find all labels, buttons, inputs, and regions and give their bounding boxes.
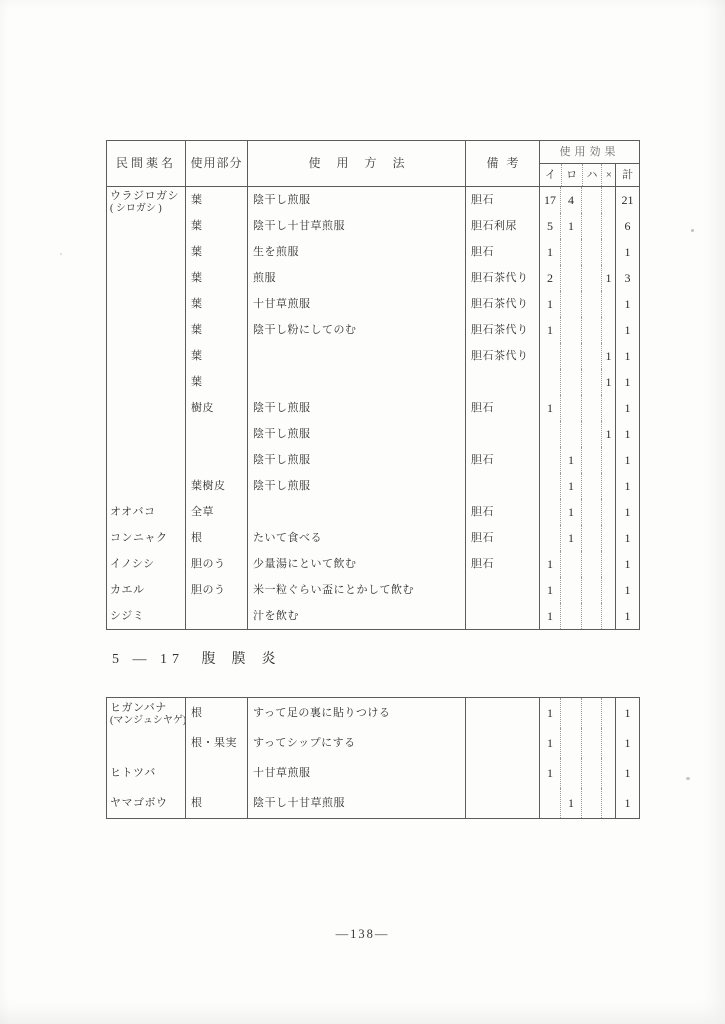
section-heading — [112, 648, 292, 668]
effect-ha-cell — [581, 499, 601, 525]
effect-ro-cell — [560, 421, 581, 447]
part-cell: 葉 — [185, 369, 247, 395]
col-header-effect-total: 計 — [615, 164, 639, 186]
remark-cell: 胆石茶代り — [465, 343, 539, 369]
method-cell: 陰干し煎服 — [247, 187, 465, 213]
effect-ha-cell — [581, 788, 601, 818]
method-cell: すってシップにする — [247, 728, 465, 758]
effect-x-cell — [601, 499, 615, 525]
effect-total-cell: 1 — [615, 369, 639, 395]
effect-ha-cell — [581, 213, 601, 239]
remark-cell — [465, 421, 539, 447]
method-cell: 陰干し十甘草煎服 — [247, 213, 465, 239]
effect-total-cell: 1 — [615, 395, 639, 421]
remark-cell — [465, 603, 539, 629]
effect-i-cell: 2 — [539, 265, 560, 291]
name-cell — [107, 343, 185, 369]
effect-ha-cell — [581, 369, 601, 395]
col-header-method: 使用方法 — [247, 141, 465, 186]
table-row — [107, 421, 639, 447]
effect-total-cell: 1 — [615, 343, 639, 369]
col-header-effect-x: × — [601, 164, 615, 186]
name-cell — [107, 577, 185, 603]
effect-ro-cell — [560, 343, 581, 369]
remark-cell: 胆石利尿 — [465, 213, 539, 239]
part-cell: 根・果実 — [185, 728, 247, 758]
effect-x-cell — [601, 395, 615, 421]
name-cell — [107, 525, 185, 551]
method-cell — [247, 343, 465, 369]
effect-i-cell: 17 — [539, 187, 560, 213]
effect-total-cell: 1 — [615, 239, 639, 265]
effect-i-cell — [539, 473, 560, 499]
remark-cell: 胆石 — [465, 499, 539, 525]
table-row — [107, 499, 639, 525]
effect-x-cell — [601, 551, 615, 577]
col-header-name: 民間薬名 — [115, 156, 176, 170]
effect-x-cell — [601, 577, 615, 603]
method-cell: 陰干し十甘草煎服 — [247, 788, 465, 818]
effect-i-cell — [539, 788, 560, 818]
remark-cell: 胆石 — [465, 447, 539, 473]
effect-ro-cell — [560, 698, 581, 728]
effect-ha-cell — [581, 343, 601, 369]
effect-x-cell: 1 — [601, 421, 615, 447]
name-cell — [107, 473, 185, 499]
remark-cell — [465, 577, 539, 603]
method-cell — [247, 499, 465, 525]
effect-total-cell: 1 — [615, 317, 639, 343]
table1-body — [107, 187, 639, 629]
effect-ha-cell — [581, 603, 601, 629]
effect-x-cell — [601, 758, 615, 788]
part-cell — [185, 447, 247, 473]
method-cell — [247, 369, 465, 395]
name-cell — [107, 788, 185, 818]
table-row — [107, 603, 639, 629]
part-cell: 葉 — [185, 265, 247, 291]
effect-ro-cell: 4 — [560, 187, 581, 213]
effect-ro-cell: 1 — [560, 473, 581, 499]
effect-i-cell: 1 — [539, 317, 560, 343]
part-cell: 葉 — [185, 317, 247, 343]
method-cell: 陰干し煎服 — [247, 395, 465, 421]
table-row — [107, 395, 639, 421]
name-cell — [107, 317, 185, 343]
table-row — [107, 317, 639, 343]
remark-cell: 胆石茶代り — [465, 317, 539, 343]
table-row — [107, 788, 639, 818]
effect-ha-cell — [581, 265, 601, 291]
method-cell: 陰干し煎服 — [247, 447, 465, 473]
effect-total-cell: 1 — [615, 577, 639, 603]
method-cell: 生を煎服 — [247, 239, 465, 265]
effect-total-cell: 6 — [615, 213, 639, 239]
name-cell — [107, 603, 185, 629]
remark-cell: 胆石 — [465, 551, 539, 577]
part-cell: 葉 — [185, 239, 247, 265]
table-row — [107, 265, 639, 291]
effect-ro-cell — [560, 577, 581, 603]
part-cell — [185, 421, 247, 447]
effect-x-cell — [601, 239, 615, 265]
effect-x-cell — [601, 187, 615, 213]
effect-ro-cell: 1 — [560, 499, 581, 525]
part-cell: 葉 — [185, 213, 247, 239]
effect-x-cell: 1 — [601, 265, 615, 291]
effect-ro-cell — [560, 317, 581, 343]
effect-ro-cell — [560, 369, 581, 395]
effect-ro-cell — [560, 395, 581, 421]
effect-i-cell: 1 — [539, 577, 560, 603]
effect-ha-cell — [581, 698, 601, 728]
effect-total-cell: 1 — [615, 525, 639, 551]
part-cell: 胆のう — [185, 551, 247, 577]
col-header-effect-ro: ロ — [561, 164, 582, 186]
table-row — [107, 551, 639, 577]
folk-medicine-table-gallstone — [106, 140, 640, 630]
method-cell: 汁を飲む — [247, 603, 465, 629]
remark-cell: 胆石 — [465, 187, 539, 213]
effect-ro-cell — [560, 728, 581, 758]
table-row — [107, 728, 639, 758]
effect-total-cell: 21 — [615, 187, 639, 213]
medicine-name: イノシシ — [110, 558, 155, 570]
table-header-row — [107, 141, 639, 187]
medicine-alt-name: (マンジュシヤゲ) — [110, 715, 187, 726]
effect-i-cell — [539, 525, 560, 551]
effect-i-cell: 1 — [539, 239, 560, 265]
effect-ha-cell — [581, 447, 601, 473]
method-cell: 陰干し粉にしてのむ — [247, 317, 465, 343]
remark-cell: 胆石茶代り — [465, 291, 539, 317]
medicine-name: ウラジロガシ — [110, 190, 179, 202]
col-header-part: 使用部分 — [185, 141, 247, 186]
method-cell: 煎服 — [247, 265, 465, 291]
effect-i-cell — [539, 421, 560, 447]
effect-ha-cell — [581, 525, 601, 551]
part-cell: 根 — [185, 525, 247, 551]
table-row — [107, 343, 639, 369]
part-cell: 葉 — [185, 291, 247, 317]
medicine-name: オオバコ — [110, 506, 156, 518]
part-cell: 葉 — [185, 343, 247, 369]
name-cell — [107, 728, 185, 758]
name-cell — [107, 187, 185, 213]
effect-total-cell: 1 — [615, 291, 639, 317]
effect-ha-cell — [581, 728, 601, 758]
name-cell — [107, 395, 185, 421]
remark-cell: 胆石 — [465, 239, 539, 265]
scan-speck — [686, 777, 690, 780]
remark-cell — [465, 728, 539, 758]
effect-x-cell — [601, 525, 615, 551]
folk-medicine-table-peritonitis — [106, 697, 640, 819]
effect-total-cell: 1 — [615, 788, 639, 818]
effect-i-cell — [539, 447, 560, 473]
effect-total-cell: 1 — [615, 728, 639, 758]
effect-ha-cell — [581, 421, 601, 447]
remark-cell — [465, 758, 539, 788]
remark-cell: 胆石茶代り — [465, 265, 539, 291]
name-cell — [107, 551, 185, 577]
table-row — [107, 473, 639, 499]
method-cell: 少量湯にといて飲む — [247, 551, 465, 577]
page-number: —138— — [335, 927, 390, 941]
effect-total-cell: 1 — [615, 499, 639, 525]
name-cell — [107, 447, 185, 473]
col-header-effect-label: 使用効果 — [540, 141, 639, 164]
effect-ha-cell — [581, 551, 601, 577]
remark-cell: 胆石 — [465, 395, 539, 421]
effect-x-cell — [601, 213, 615, 239]
effect-x-cell — [601, 698, 615, 728]
effect-i-cell: 1 — [539, 551, 560, 577]
medicine-name: コンニャク — [110, 532, 168, 544]
part-cell: 全草 — [185, 499, 247, 525]
table-row — [107, 525, 639, 551]
effect-x-cell — [601, 473, 615, 499]
effect-i-cell — [539, 369, 560, 395]
effect-x-cell: 1 — [601, 343, 615, 369]
medicine-name: ヤマゴボウ — [110, 797, 168, 809]
effect-total-cell: 1 — [615, 421, 639, 447]
remark-cell — [465, 698, 539, 728]
name-cell — [107, 758, 185, 788]
medicine-name: シジミ — [110, 610, 145, 622]
medicine-name: ヒガンバナ — [110, 702, 167, 714]
name-cell — [107, 239, 185, 265]
col-header-effect-group — [539, 141, 639, 186]
effect-i-cell: 1 — [539, 395, 560, 421]
effect-i-cell: 1 — [539, 758, 560, 788]
name-cell — [107, 265, 185, 291]
effect-i-cell: 1 — [539, 728, 560, 758]
effect-i-cell: 1 — [539, 291, 560, 317]
effect-total-cell: 1 — [615, 758, 639, 788]
method-cell: 陰干し煎服 — [247, 473, 465, 499]
effect-ha-cell — [581, 239, 601, 265]
effect-ro-cell — [560, 551, 581, 577]
medicine-name: ヒトツバ — [110, 767, 156, 779]
effect-ro-cell: 1 — [560, 213, 581, 239]
name-cell — [107, 421, 185, 447]
effect-x-cell — [601, 447, 615, 473]
remark-cell — [465, 473, 539, 499]
part-cell — [185, 758, 247, 788]
col-header-effect-ha: ハ — [582, 164, 602, 186]
effect-x-cell — [601, 603, 615, 629]
col-header-effect-i: イ — [544, 169, 556, 181]
part-cell: 根 — [185, 698, 247, 728]
scan-speck — [60, 253, 62, 255]
effect-total-cell: 1 — [615, 473, 639, 499]
table-row — [107, 187, 639, 213]
effect-i-cell: 1 — [539, 698, 560, 728]
name-cell — [107, 698, 185, 728]
part-cell: 樹皮 — [185, 395, 247, 421]
effect-i-cell: 5 — [539, 213, 560, 239]
method-cell: すって足の裏に貼りつける — [247, 698, 465, 728]
effect-x-cell — [601, 788, 615, 818]
remark-cell — [465, 788, 539, 818]
part-cell — [185, 603, 247, 629]
method-cell: たいて食べる — [247, 525, 465, 551]
effect-total-cell: 1 — [615, 603, 639, 629]
effect-x-cell: 1 — [601, 369, 615, 395]
effect-ha-cell — [581, 317, 601, 343]
table-row — [107, 239, 639, 265]
effect-ro-cell: 1 — [560, 525, 581, 551]
effect-total-cell: 1 — [615, 551, 639, 577]
col-header-remark: 備考 — [465, 141, 539, 186]
part-cell: 胆のう — [185, 577, 247, 603]
effect-ro-cell — [560, 603, 581, 629]
effect-ro-cell: 1 — [560, 447, 581, 473]
medicine-name: カエル — [110, 584, 145, 596]
medicine-alt-name: ( シロガシ ) — [110, 203, 162, 214]
effect-ha-cell — [581, 187, 601, 213]
table-row — [107, 758, 639, 788]
effect-x-cell — [601, 317, 615, 343]
effect-ha-cell — [581, 291, 601, 317]
effect-subheader-row — [540, 164, 639, 186]
effect-ro-cell — [560, 265, 581, 291]
table-row — [107, 369, 639, 395]
part-cell: 葉樹皮 — [185, 473, 247, 499]
table-row — [107, 698, 639, 728]
section-title: 腹膜炎 — [201, 652, 292, 667]
method-cell: 十甘草煎服 — [247, 291, 465, 317]
effect-ro-cell — [560, 291, 581, 317]
name-cell — [107, 369, 185, 395]
table-row — [107, 447, 639, 473]
effect-total-cell: 1 — [615, 447, 639, 473]
table-row — [107, 577, 639, 603]
method-cell: 十甘草煎服 — [247, 758, 465, 788]
method-cell: 米一粒ぐらい盃にとかして飲む — [247, 577, 465, 603]
effect-ha-cell — [581, 577, 601, 603]
effect-x-cell — [601, 728, 615, 758]
effect-i-cell — [539, 343, 560, 369]
scan-speck — [691, 229, 694, 232]
effect-ha-cell — [581, 473, 601, 499]
effect-ro-cell — [560, 758, 581, 788]
part-cell: 根 — [185, 788, 247, 818]
remark-cell — [465, 369, 539, 395]
effect-i-cell — [539, 499, 560, 525]
table-row — [107, 291, 639, 317]
effect-ha-cell — [581, 395, 601, 421]
effect-i-cell: 1 — [539, 603, 560, 629]
section-number: 5 — 17 — [112, 652, 184, 667]
name-cell — [107, 499, 185, 525]
effect-ha-cell — [581, 758, 601, 788]
effect-ro-cell — [560, 239, 581, 265]
part-cell: 葉 — [185, 187, 247, 213]
remark-cell: 胆石 — [465, 525, 539, 551]
name-cell — [107, 213, 185, 239]
table2-body — [107, 698, 639, 818]
method-cell: 陰干し煎服 — [247, 421, 465, 447]
effect-total-cell: 3 — [615, 265, 639, 291]
table-row — [107, 213, 639, 239]
name-cell — [107, 291, 185, 317]
effect-total-cell: 1 — [615, 698, 639, 728]
effect-x-cell — [601, 291, 615, 317]
effect-ro-cell: 1 — [560, 788, 581, 818]
